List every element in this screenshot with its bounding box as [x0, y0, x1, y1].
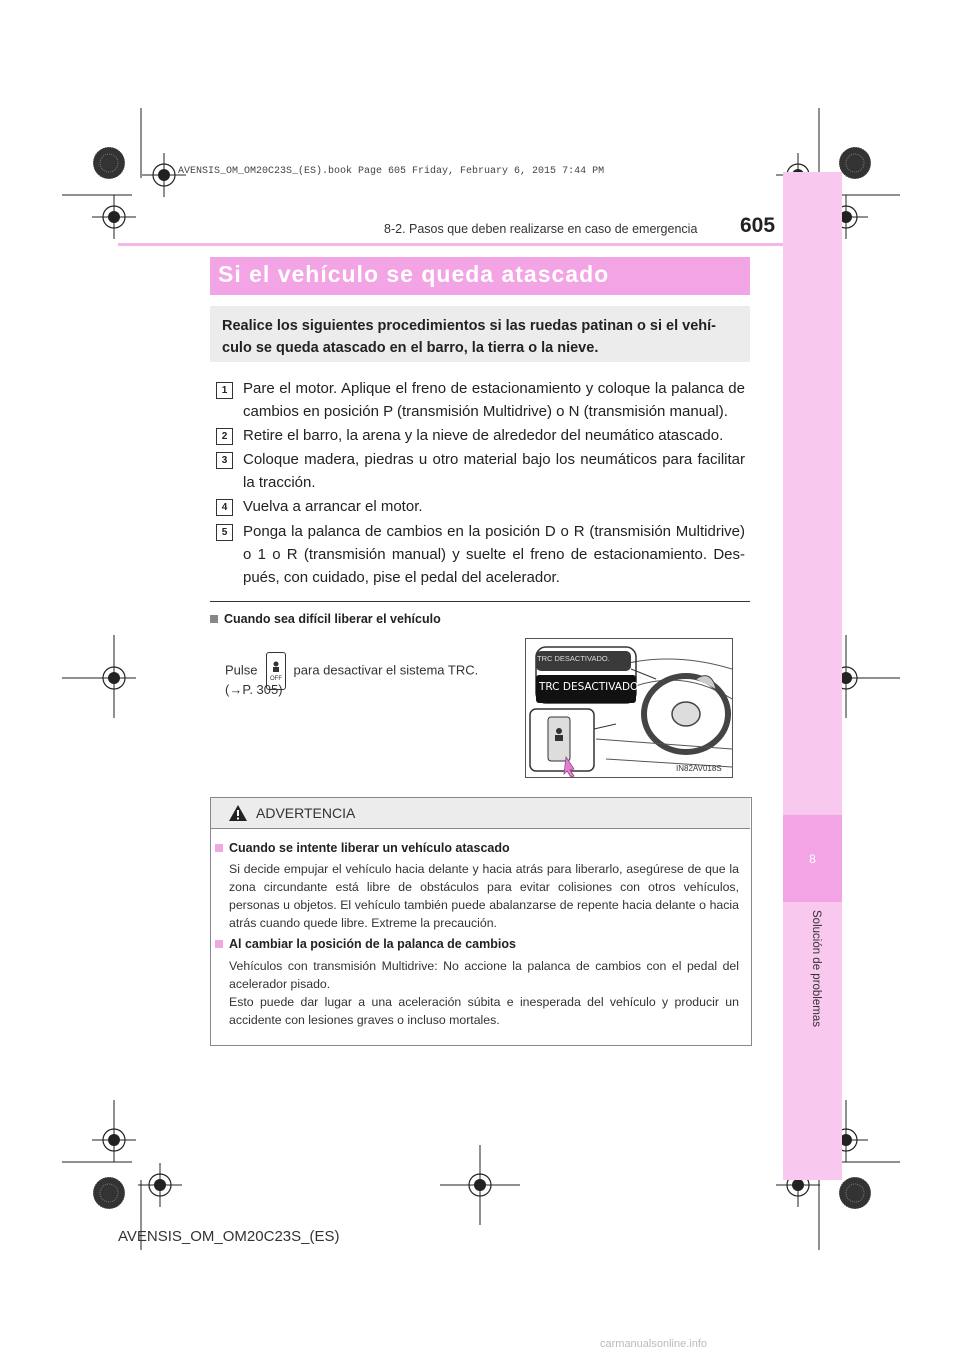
footer-code: AVENSIS_OM_OM20C23S_(ES)	[118, 1228, 340, 1245]
svg-text:OFF: OFF	[269, 676, 282, 682]
warning-triangle-icon	[228, 804, 248, 822]
figure-code: IN82AV018S	[676, 764, 722, 773]
warning-item-heading	[215, 841, 510, 855]
warning-item-heading-text: Cuando se intente liberar un vehículo atascado	[229, 841, 510, 855]
trc-text-after: para desactivar el sistema TRC.	[293, 662, 479, 678]
page-reference: (→P. 305)	[225, 682, 283, 697]
page-number: 605	[740, 214, 776, 237]
step-number: 4	[216, 499, 233, 516]
warning-item-heading-text: Al cambiar la posición de la palanca de cambios	[229, 937, 516, 951]
warning-paragraph: Si decide empujar el vehículo hacia delante y hacia atrás para liberarlo, asegúrese de que la zona circundante está libre de obstáculos para evitar colisiones con otros vehículos, personas u objetos. El vehículo también puede abalanzarse de repente hacia delante o hacia atrás cuando quede libre. Extreme la precaución.	[229, 862, 739, 930]
step-number: 2	[216, 428, 233, 445]
section-label: 8-2. Pasos que deben realizarse en caso de emergencia	[384, 222, 698, 236]
square-bullet-icon	[210, 615, 218, 623]
step-number: 1	[216, 382, 233, 399]
chapter-title: Solución de problemas	[810, 910, 822, 1027]
step-text: Retire el barro, la arena y la nieve de alrededor del neumático atascado.	[243, 427, 724, 444]
warning-paragraph: Esto puede dar lugar a una aceleración súbita e inesperada del vehículo y producir un accidente con lesiones graves o incluso mortales.	[229, 995, 739, 1027]
figure-label-large: TRC DESACTIVADO	[539, 681, 639, 693]
page-title: Si el vehículo se queda atascado	[218, 261, 610, 287]
step-text: Pare el motor. Aplique el freno de estacionamiento y coloque la palanca de cambios en posición P (transmisión Multidrive) o N (transmisión manual).	[243, 380, 745, 420]
warning-item-heading	[215, 937, 516, 951]
square-bullet-icon	[215, 844, 223, 852]
warning-paragraph: Vehículos con transmisión Multidrive: No accione la palanca de cambios con el pedal del acelerador pisado.	[229, 959, 739, 991]
trc-text-before: Pulse	[225, 662, 258, 678]
watermark: carmanualsonline.info	[600, 1338, 708, 1350]
step-text: Ponga la palanca de cambios en la posición D o R (transmisión Multidrive) o 1 o R (transmisión manual) y suelte el freno de estacionamiento. Des- pués, con cuidado, pise el pedal del acelerador.	[243, 523, 745, 586]
intro-text: Realice los siguientes procedimientos si las ruedas patinan o si el vehí- culo se queda atascado en el barro, la tierra o la nieve.	[222, 318, 716, 356]
step-text: Vuelva a arrancar el motor.	[243, 498, 423, 515]
step-text: Coloque madera, piedras u otro material bajo los neumáticos para facilitar la tracción.	[243, 451, 745, 491]
subsection-heading	[210, 612, 441, 626]
header-rule	[118, 243, 783, 246]
print-stamp: AVENSIS_OM_OM20C23S_(ES).book Page 605 Friday, February 6, 2015 7:44 PM	[178, 166, 605, 177]
figure-label-small: TRC DESACTIVADO.	[537, 654, 610, 663]
warning-title: ADVERTENCIA	[256, 805, 356, 821]
chapter-number: 8	[809, 852, 816, 866]
dashboard-figure	[525, 638, 733, 778]
subsection-heading-text: Cuando sea difícil liberar el vehículo	[224, 612, 441, 626]
section-divider	[210, 601, 750, 602]
square-bullet-icon	[215, 940, 223, 948]
step-number: 5	[216, 524, 233, 541]
step-number: 3	[216, 452, 233, 469]
